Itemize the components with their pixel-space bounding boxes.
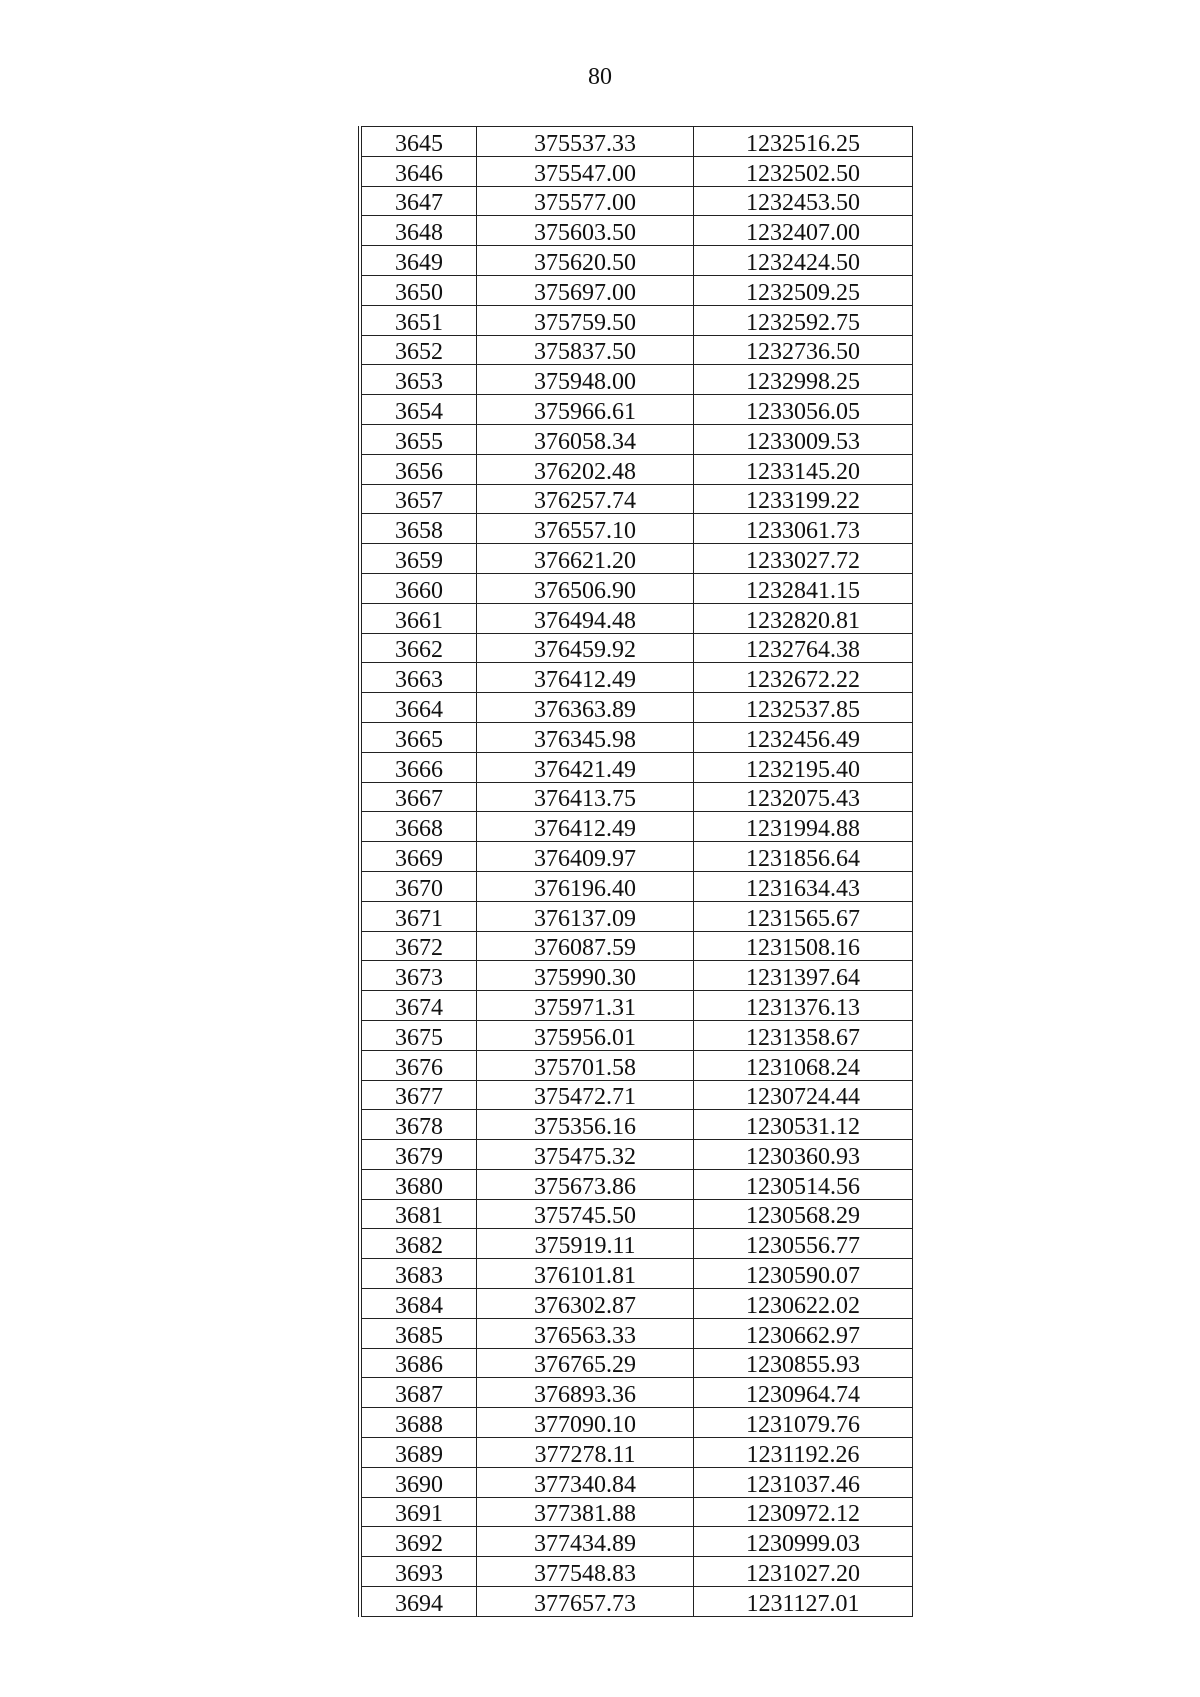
point-number-cell: 3669 bbox=[360, 842, 477, 872]
point-number-cell: 3662 bbox=[360, 633, 477, 663]
point-number-cell: 3671 bbox=[360, 901, 477, 931]
y-coordinate-cell: 1231127.01 bbox=[694, 1587, 913, 1617]
point-number-cell: 3664 bbox=[360, 693, 477, 723]
x-coordinate-cell: 377434.89 bbox=[477, 1527, 694, 1557]
y-coordinate-cell: 1232502.50 bbox=[694, 156, 913, 186]
y-coordinate-cell: 1230531.12 bbox=[694, 1110, 913, 1140]
table-row bbox=[360, 1378, 913, 1408]
point-number-cell: 3691 bbox=[360, 1497, 477, 1527]
x-coordinate-cell: 375620.50 bbox=[477, 246, 694, 276]
table-row bbox=[360, 842, 913, 872]
x-coordinate-cell: 375990.30 bbox=[477, 961, 694, 991]
x-coordinate-cell: 375472.71 bbox=[477, 1080, 694, 1110]
table-row bbox=[360, 1557, 913, 1587]
point-number-cell: 3693 bbox=[360, 1557, 477, 1587]
x-coordinate-cell: 375759.50 bbox=[477, 305, 694, 335]
y-coordinate-cell: 1232407.00 bbox=[694, 216, 913, 246]
table-row bbox=[360, 395, 913, 425]
x-coordinate-cell: 375673.86 bbox=[477, 1169, 694, 1199]
point-number-cell: 3677 bbox=[360, 1080, 477, 1110]
y-coordinate-cell: 1232841.15 bbox=[694, 573, 913, 603]
x-coordinate-cell: 376412.49 bbox=[477, 812, 694, 842]
x-coordinate-cell: 376421.49 bbox=[477, 752, 694, 782]
x-coordinate-cell: 376765.29 bbox=[477, 1348, 694, 1378]
table-row bbox=[360, 1050, 913, 1080]
point-number-cell: 3646 bbox=[360, 156, 477, 186]
table-row bbox=[360, 544, 913, 574]
x-coordinate-cell: 375547.00 bbox=[477, 156, 694, 186]
x-coordinate-cell: 377657.73 bbox=[477, 1587, 694, 1617]
table-body bbox=[360, 127, 913, 1617]
y-coordinate-cell: 1232672.22 bbox=[694, 663, 913, 693]
point-number-cell: 3660 bbox=[360, 573, 477, 603]
table-row bbox=[360, 454, 913, 484]
point-number-cell: 3649 bbox=[360, 246, 477, 276]
point-number-cell: 3656 bbox=[360, 454, 477, 484]
point-number-cell: 3650 bbox=[360, 275, 477, 305]
x-coordinate-cell: 375966.61 bbox=[477, 395, 694, 425]
point-number-cell: 3676 bbox=[360, 1050, 477, 1080]
table-row bbox=[360, 216, 913, 246]
point-number-cell: 3684 bbox=[360, 1289, 477, 1319]
y-coordinate-cell: 1233056.05 bbox=[694, 395, 913, 425]
y-coordinate-cell: 1232537.85 bbox=[694, 693, 913, 723]
point-number-cell: 3659 bbox=[360, 544, 477, 574]
y-coordinate-cell: 1232516.25 bbox=[694, 127, 913, 157]
point-number-cell: 3658 bbox=[360, 514, 477, 544]
y-coordinate-cell: 1233199.22 bbox=[694, 484, 913, 514]
table-row bbox=[360, 424, 913, 454]
point-number-cell: 3681 bbox=[360, 1199, 477, 1229]
x-coordinate-cell: 375356.16 bbox=[477, 1110, 694, 1140]
table-row bbox=[360, 603, 913, 633]
table-row bbox=[360, 1587, 913, 1617]
y-coordinate-cell: 1231634.43 bbox=[694, 871, 913, 901]
x-coordinate-cell: 375475.32 bbox=[477, 1140, 694, 1170]
point-number-cell: 3672 bbox=[360, 931, 477, 961]
table-row bbox=[360, 1289, 913, 1319]
y-coordinate-cell: 1230556.77 bbox=[694, 1229, 913, 1259]
table-row bbox=[360, 1497, 913, 1527]
point-number-cell: 3679 bbox=[360, 1140, 477, 1170]
x-coordinate-cell: 377090.10 bbox=[477, 1408, 694, 1438]
y-coordinate-cell: 1230855.93 bbox=[694, 1348, 913, 1378]
y-coordinate-cell: 1232592.75 bbox=[694, 305, 913, 335]
table-row bbox=[360, 1110, 913, 1140]
table-row bbox=[360, 812, 913, 842]
y-coordinate-cell: 1232195.40 bbox=[694, 752, 913, 782]
y-coordinate-cell: 1230724.44 bbox=[694, 1080, 913, 1110]
point-number-cell: 3647 bbox=[360, 186, 477, 216]
x-coordinate-cell: 376494.48 bbox=[477, 603, 694, 633]
y-coordinate-cell: 1230999.03 bbox=[694, 1527, 913, 1557]
x-coordinate-cell: 376058.34 bbox=[477, 424, 694, 454]
x-coordinate-cell: 375577.00 bbox=[477, 186, 694, 216]
y-coordinate-cell: 1231994.88 bbox=[694, 812, 913, 842]
x-coordinate-cell: 375537.33 bbox=[477, 127, 694, 157]
point-number-cell: 3670 bbox=[360, 871, 477, 901]
point-number-cell: 3689 bbox=[360, 1438, 477, 1468]
y-coordinate-cell: 1230568.29 bbox=[694, 1199, 913, 1229]
point-number-cell: 3666 bbox=[360, 752, 477, 782]
x-coordinate-cell: 375971.31 bbox=[477, 991, 694, 1021]
table-row bbox=[360, 782, 913, 812]
x-coordinate-cell: 375919.11 bbox=[477, 1229, 694, 1259]
point-number-cell: 3654 bbox=[360, 395, 477, 425]
x-coordinate-cell: 375603.50 bbox=[477, 216, 694, 246]
x-coordinate-cell: 377381.88 bbox=[477, 1497, 694, 1527]
y-coordinate-cell: 1231856.64 bbox=[694, 842, 913, 872]
table-row bbox=[360, 722, 913, 752]
y-coordinate-cell: 1230622.02 bbox=[694, 1289, 913, 1319]
point-number-cell: 3665 bbox=[360, 722, 477, 752]
table-row bbox=[360, 1020, 913, 1050]
point-number-cell: 3678 bbox=[360, 1110, 477, 1140]
x-coordinate-cell: 376101.81 bbox=[477, 1259, 694, 1289]
table-row bbox=[360, 1259, 913, 1289]
x-coordinate-cell: 375837.50 bbox=[477, 335, 694, 365]
x-coordinate-cell: 376137.09 bbox=[477, 901, 694, 931]
table-row bbox=[360, 752, 913, 782]
y-coordinate-cell: 1232736.50 bbox=[694, 335, 913, 365]
x-coordinate-cell: 376257.74 bbox=[477, 484, 694, 514]
x-coordinate-cell: 377278.11 bbox=[477, 1438, 694, 1468]
table-row bbox=[360, 514, 913, 544]
point-number-cell: 3688 bbox=[360, 1408, 477, 1438]
point-number-cell: 3674 bbox=[360, 991, 477, 1021]
y-coordinate-cell: 1231068.24 bbox=[694, 1050, 913, 1080]
table-row bbox=[360, 633, 913, 663]
point-number-cell: 3657 bbox=[360, 484, 477, 514]
y-coordinate-cell: 1230964.74 bbox=[694, 1378, 913, 1408]
point-number-cell: 3690 bbox=[360, 1467, 477, 1497]
table-row bbox=[360, 365, 913, 395]
table-row bbox=[360, 1318, 913, 1348]
y-coordinate-cell: 1231027.20 bbox=[694, 1557, 913, 1587]
table-row bbox=[360, 246, 913, 276]
point-number-cell: 3682 bbox=[360, 1229, 477, 1259]
table-row bbox=[360, 127, 913, 157]
point-number-cell: 3675 bbox=[360, 1020, 477, 1050]
point-number-cell: 3687 bbox=[360, 1378, 477, 1408]
table-row bbox=[360, 901, 913, 931]
table-row bbox=[360, 1140, 913, 1170]
table-row bbox=[360, 275, 913, 305]
y-coordinate-cell: 1232456.49 bbox=[694, 722, 913, 752]
point-number-cell: 3692 bbox=[360, 1527, 477, 1557]
table-row bbox=[360, 573, 913, 603]
table-row bbox=[360, 931, 913, 961]
table-row bbox=[360, 156, 913, 186]
table-row bbox=[360, 1348, 913, 1378]
table-row bbox=[360, 335, 913, 365]
table-row bbox=[360, 1080, 913, 1110]
x-coordinate-cell: 376087.59 bbox=[477, 931, 694, 961]
y-coordinate-cell: 1232820.81 bbox=[694, 603, 913, 633]
point-number-cell: 3652 bbox=[360, 335, 477, 365]
point-number-cell: 3667 bbox=[360, 782, 477, 812]
y-coordinate-cell: 1231376.13 bbox=[694, 991, 913, 1021]
y-coordinate-cell: 1233061.73 bbox=[694, 514, 913, 544]
x-coordinate-cell: 376302.87 bbox=[477, 1289, 694, 1319]
table-row bbox=[360, 1169, 913, 1199]
y-coordinate-cell: 1231508.16 bbox=[694, 931, 913, 961]
table-row bbox=[360, 186, 913, 216]
x-coordinate-cell: 375697.00 bbox=[477, 275, 694, 305]
x-coordinate-cell: 375745.50 bbox=[477, 1199, 694, 1229]
y-coordinate-cell: 1230972.12 bbox=[694, 1497, 913, 1527]
table-row bbox=[360, 1527, 913, 1557]
y-coordinate-cell: 1230360.93 bbox=[694, 1140, 913, 1170]
y-coordinate-cell: 1230662.97 bbox=[694, 1318, 913, 1348]
point-number-cell: 3653 bbox=[360, 365, 477, 395]
table-row bbox=[360, 871, 913, 901]
coordinates-table bbox=[358, 126, 913, 1617]
point-number-cell: 3680 bbox=[360, 1169, 477, 1199]
x-coordinate-cell: 377340.84 bbox=[477, 1467, 694, 1497]
y-coordinate-cell: 1232453.50 bbox=[694, 186, 913, 216]
x-coordinate-cell: 376621.20 bbox=[477, 544, 694, 574]
page-number: 80 bbox=[588, 64, 612, 90]
table-row bbox=[360, 693, 913, 723]
y-coordinate-cell: 1232424.50 bbox=[694, 246, 913, 276]
y-coordinate-cell: 1231358.67 bbox=[694, 1020, 913, 1050]
point-number-cell: 3673 bbox=[360, 961, 477, 991]
y-coordinate-cell: 1231397.64 bbox=[694, 961, 913, 991]
table-row bbox=[360, 961, 913, 991]
y-coordinate-cell: 1231565.67 bbox=[694, 901, 913, 931]
point-number-cell: 3694 bbox=[360, 1587, 477, 1617]
point-number-cell: 3651 bbox=[360, 305, 477, 335]
y-coordinate-cell: 1233145.20 bbox=[694, 454, 913, 484]
x-coordinate-cell: 376412.49 bbox=[477, 663, 694, 693]
table-row bbox=[360, 305, 913, 335]
x-coordinate-cell: 376413.75 bbox=[477, 782, 694, 812]
x-coordinate-cell: 376345.98 bbox=[477, 722, 694, 752]
x-coordinate-cell: 376409.97 bbox=[477, 842, 694, 872]
point-number-cell: 3645 bbox=[360, 127, 477, 157]
point-number-cell: 3663 bbox=[360, 663, 477, 693]
point-number-cell: 3655 bbox=[360, 424, 477, 454]
table-row bbox=[360, 663, 913, 693]
y-coordinate-cell: 1232764.38 bbox=[694, 633, 913, 663]
table-row bbox=[360, 1229, 913, 1259]
point-number-cell: 3686 bbox=[360, 1348, 477, 1378]
x-coordinate-cell: 375701.58 bbox=[477, 1050, 694, 1080]
x-coordinate-cell: 376893.36 bbox=[477, 1378, 694, 1408]
x-coordinate-cell: 376202.48 bbox=[477, 454, 694, 484]
y-coordinate-cell: 1231037.46 bbox=[694, 1467, 913, 1497]
x-coordinate-cell: 375948.00 bbox=[477, 365, 694, 395]
y-coordinate-cell: 1233027.72 bbox=[694, 544, 913, 574]
x-coordinate-cell: 376557.10 bbox=[477, 514, 694, 544]
y-coordinate-cell: 1232075.43 bbox=[694, 782, 913, 812]
y-coordinate-cell: 1230590.07 bbox=[694, 1259, 913, 1289]
table-row bbox=[360, 1408, 913, 1438]
x-coordinate-cell: 376506.90 bbox=[477, 573, 694, 603]
table-row bbox=[360, 484, 913, 514]
y-coordinate-cell: 1231079.76 bbox=[694, 1408, 913, 1438]
x-coordinate-cell: 377548.83 bbox=[477, 1557, 694, 1587]
y-coordinate-cell: 1232509.25 bbox=[694, 275, 913, 305]
y-coordinate-cell: 1230514.56 bbox=[694, 1169, 913, 1199]
x-coordinate-cell: 376459.92 bbox=[477, 633, 694, 663]
point-number-cell: 3661 bbox=[360, 603, 477, 633]
table-row bbox=[360, 1467, 913, 1497]
y-coordinate-cell: 1232998.25 bbox=[694, 365, 913, 395]
point-number-cell: 3648 bbox=[360, 216, 477, 246]
x-coordinate-cell: 376196.40 bbox=[477, 871, 694, 901]
point-number-cell: 3683 bbox=[360, 1259, 477, 1289]
y-coordinate-cell: 1233009.53 bbox=[694, 424, 913, 454]
table-row bbox=[360, 1199, 913, 1229]
y-coordinate-cell: 1231192.26 bbox=[694, 1438, 913, 1468]
x-coordinate-cell: 375956.01 bbox=[477, 1020, 694, 1050]
x-coordinate-cell: 376363.89 bbox=[477, 693, 694, 723]
table-row bbox=[360, 1438, 913, 1468]
point-number-cell: 3668 bbox=[360, 812, 477, 842]
table-row bbox=[360, 991, 913, 1021]
point-number-cell: 3685 bbox=[360, 1318, 477, 1348]
x-coordinate-cell: 376563.33 bbox=[477, 1318, 694, 1348]
